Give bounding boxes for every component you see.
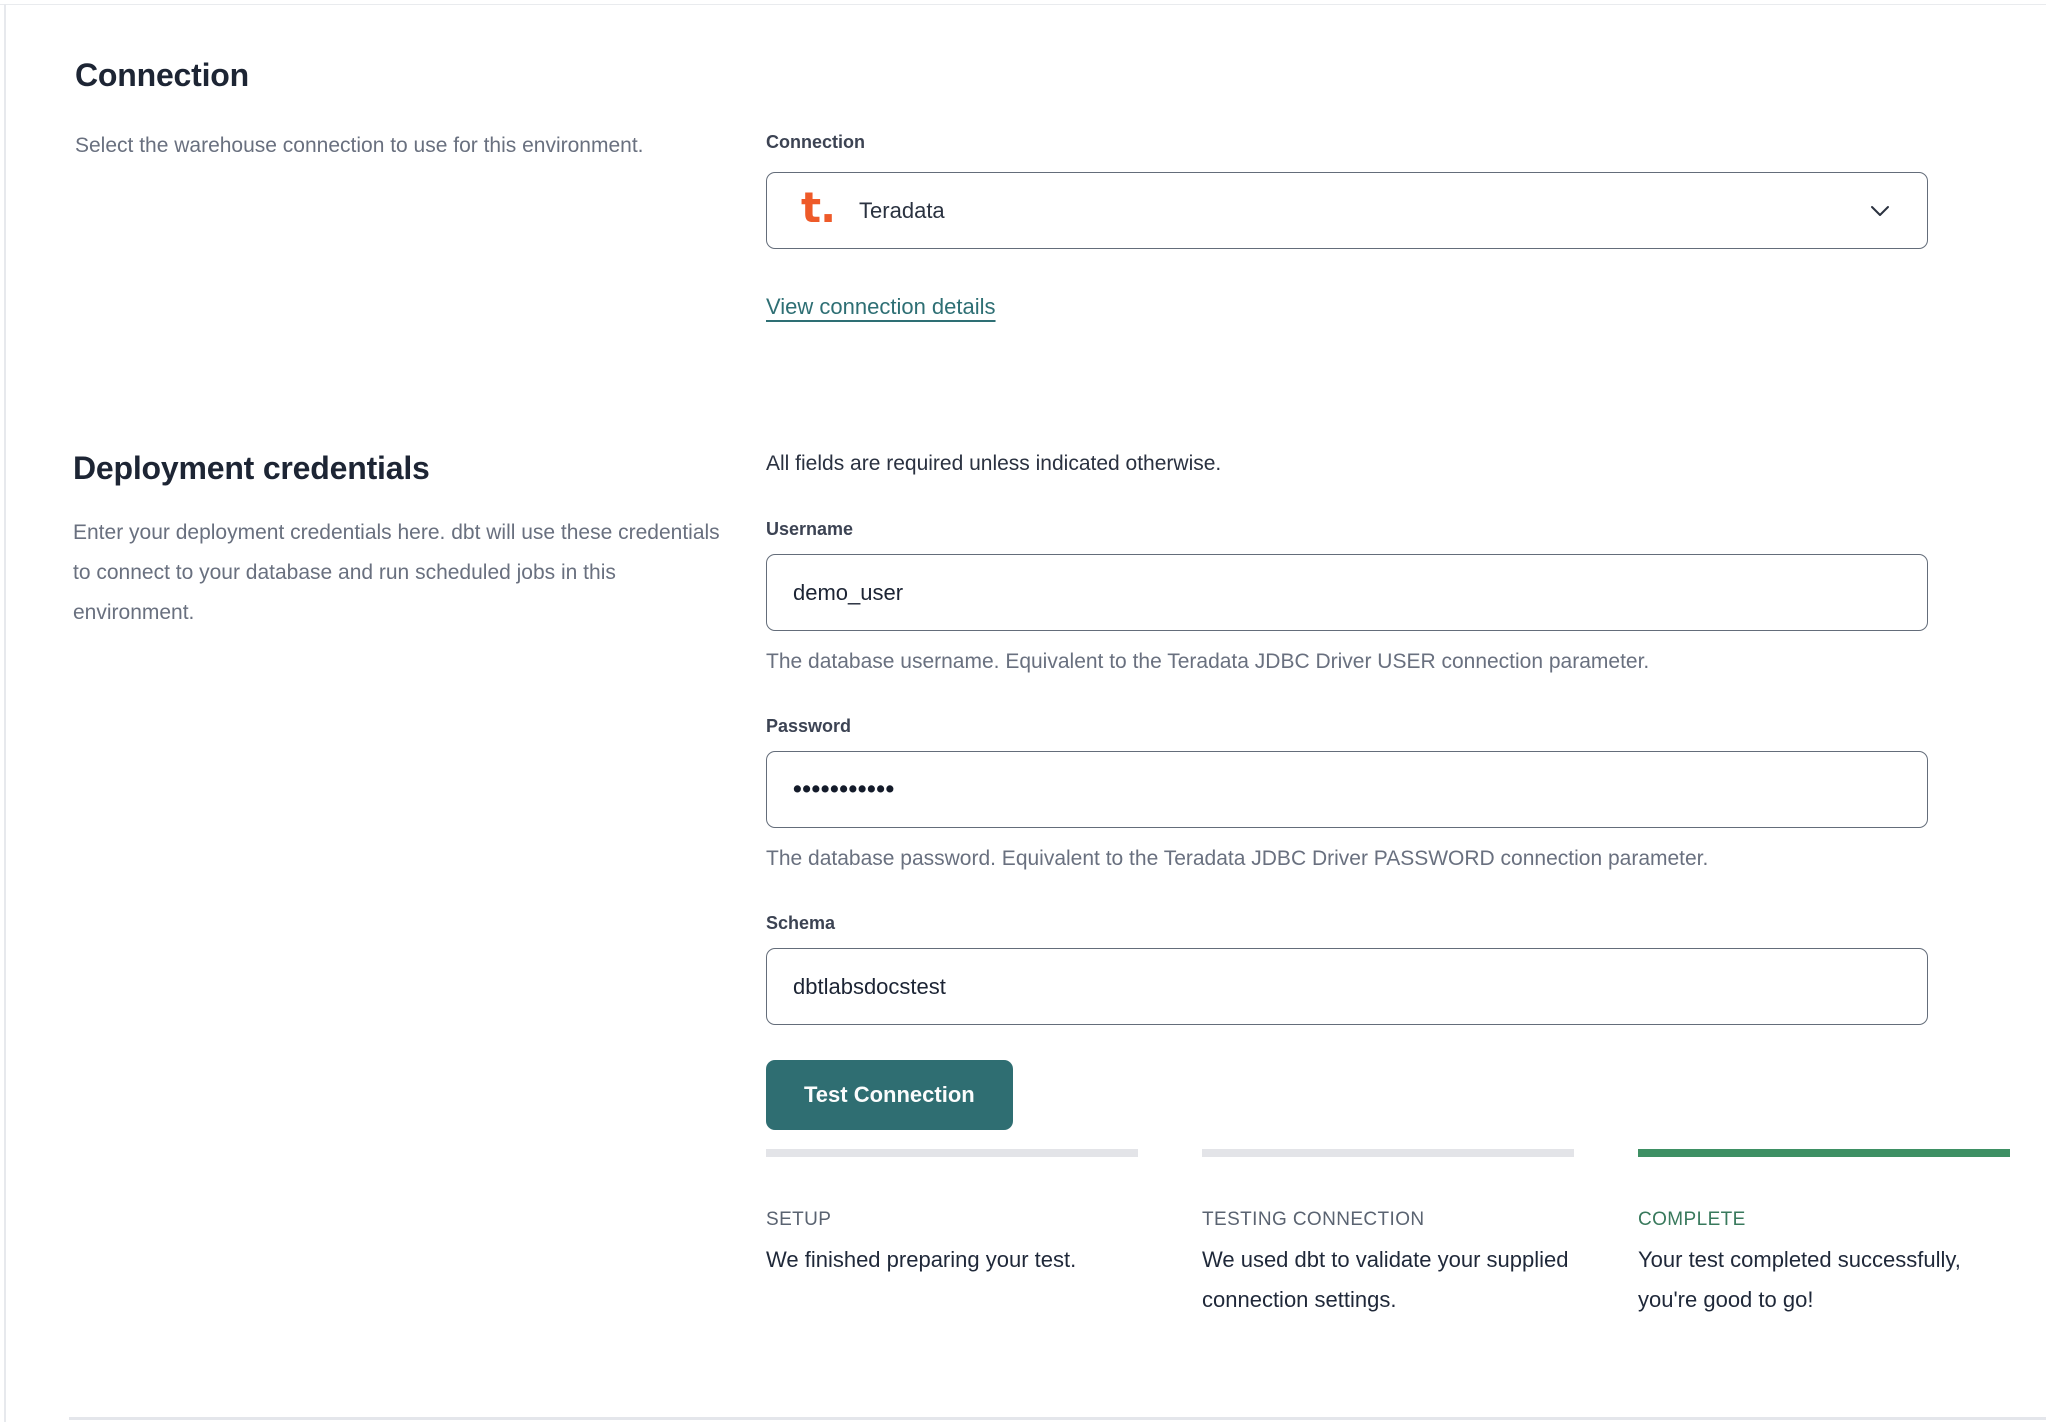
required-fields-note: All fields are required unless indicated otherwise. [766, 452, 1222, 475]
connection-test-progress [766, 1149, 2010, 1320]
test-connection-button[interactable]: Test Connection [766, 1060, 1013, 1130]
connection-section-title: Connection [75, 57, 249, 93]
left-divider [4, 4, 6, 1422]
credentials-section-form [766, 452, 2010, 1320]
top-divider [0, 4, 2046, 5]
view-connection-details-link[interactable]: View connection details [766, 294, 996, 319]
credentials-section-info [73, 450, 741, 633]
step-complete-progress-bar [1638, 1149, 2010, 1157]
password-label: Password [766, 716, 852, 736]
username-help-text: The database username. Equivalent to the Teradata JDBC Driver USER connection parameter. [766, 650, 1650, 673]
connection-section-form [766, 132, 1928, 320]
password-field[interactable] [766, 751, 1928, 828]
connection-section-description: Select the warehouse connection to use for this environment. [75, 134, 644, 157]
connection-field-label: Connection [766, 132, 865, 152]
step-setup-progress-bar [766, 1149, 1138, 1157]
step-testing-label: TESTING CONNECTION [1202, 1209, 1425, 1230]
step-testing-progress-bar [1202, 1149, 1574, 1157]
connection-select[interactable] [766, 172, 1928, 249]
password-help-text: The database password. Equivalent to the Teradata JDBC Driver PASSWORD connection parameter. [766, 847, 1709, 870]
teradata-logo-icon: t. [801, 182, 836, 232]
schema-label: Schema [766, 913, 836, 933]
step-setup-text: We finished preparing your test. [766, 1247, 1077, 1272]
connection-section-info [75, 57, 675, 166]
schema-field[interactable] [766, 948, 1928, 1025]
step-testing-connection [1202, 1149, 1574, 1320]
connection-selected-value: Teradata [859, 197, 945, 223]
step-setup-label: SETUP [766, 1209, 832, 1230]
username-label: Username [766, 519, 854, 539]
step-complete-text: Your test completed successfully, you're good to go! [1638, 1247, 1961, 1312]
credentials-section-title: Deployment credentials [73, 450, 430, 486]
step-complete-label: COMPLETE [1638, 1209, 1746, 1230]
step-setup [766, 1149, 1138, 1320]
credentials-section-description: Enter your deployment credentials here. dbt will use these credentials to connect to your database and run scheduled jobs in this environment. [73, 521, 720, 624]
chevron-down-icon [1869, 204, 1891, 218]
username-field[interactable] [766, 554, 1928, 631]
bottom-divider [69, 1417, 2046, 1420]
step-testing-text: We used dbt to validate your supplied connection settings. [1202, 1247, 1569, 1312]
step-complete [1638, 1149, 2010, 1320]
